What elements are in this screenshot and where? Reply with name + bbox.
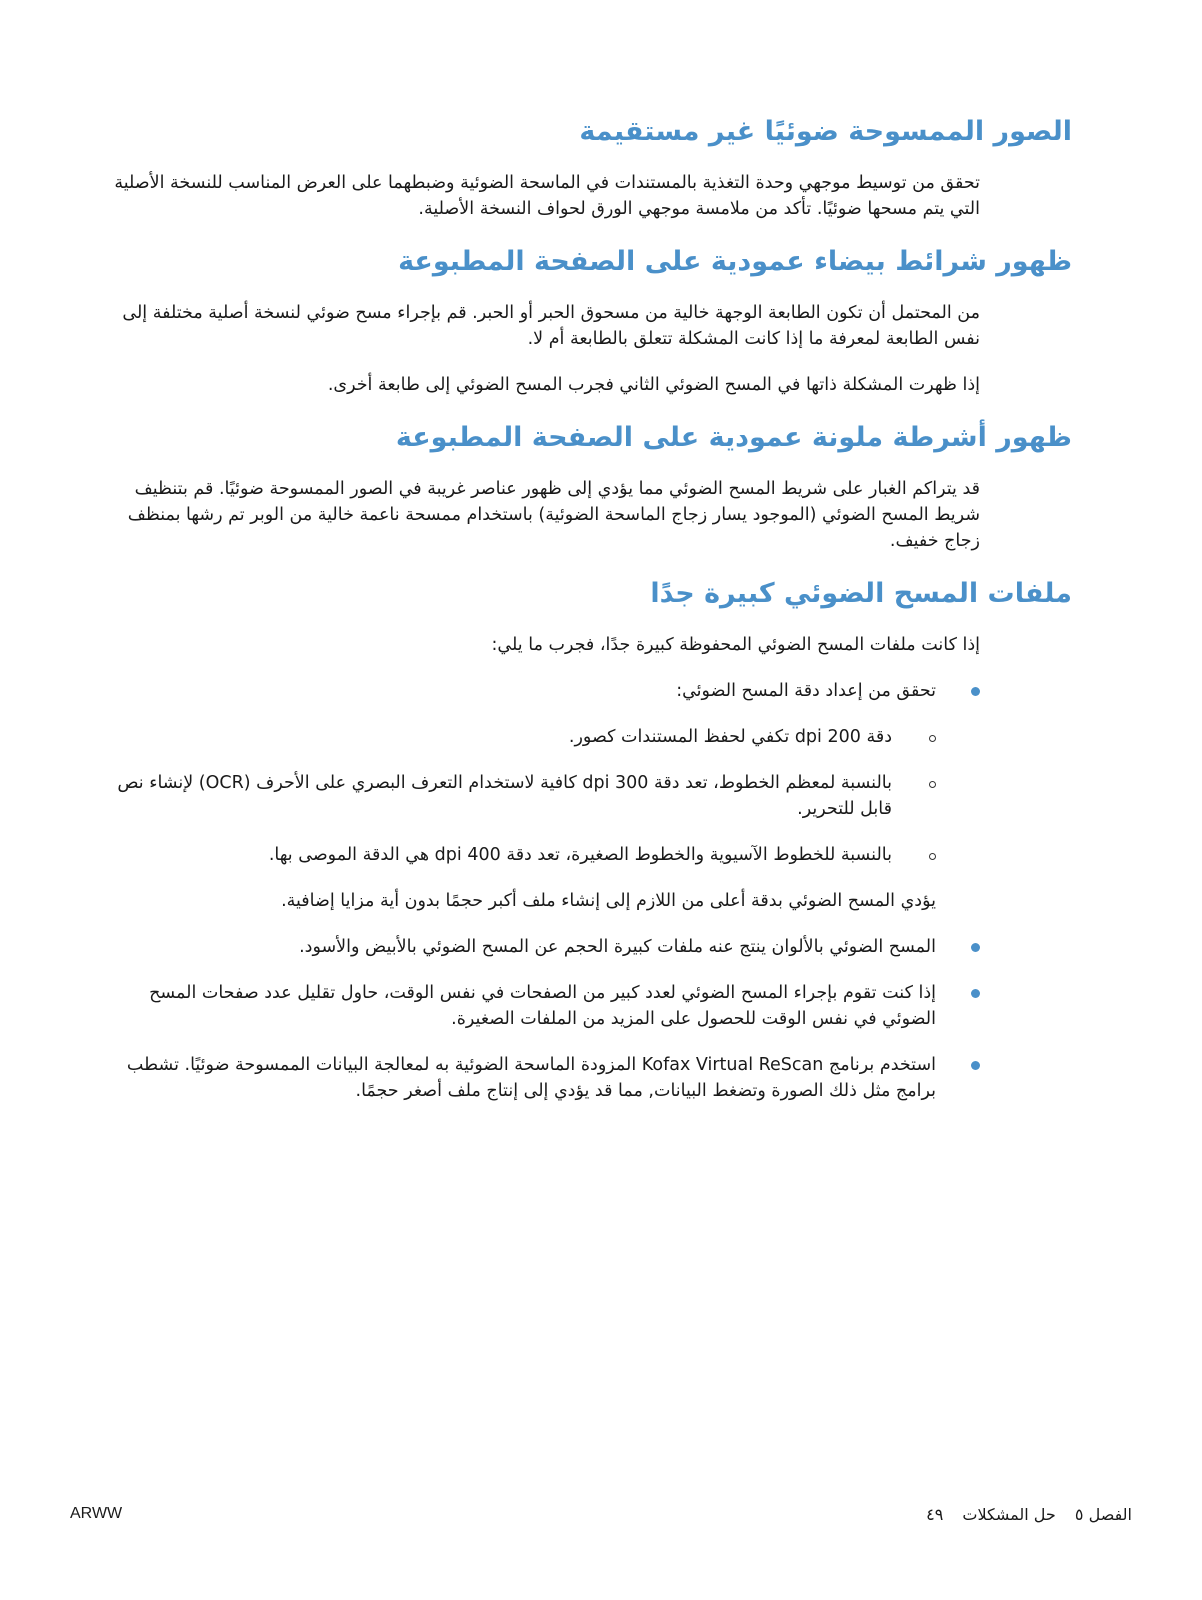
section-heading: ملفات المسح الضوئي كبيرة جدًا — [650, 578, 1072, 609]
bullet-dot-icon — [971, 989, 980, 998]
section-heading: الصور الممسوحة ضوئيًا غير مستقيمة — [579, 116, 1072, 147]
sub-list-item — [100, 770, 980, 822]
footer-doc-code: ARWW — [70, 1505, 123, 1522]
list-item-text: تحقق من إعداد دقة المسح الضوئي: — [676, 681, 936, 701]
sub-item-text: بالنسبة للخطوط الآسيوية والخطوط الصغيرة، تعد دقة 400 dpi هي الدقة الموصى بها. — [268, 845, 892, 865]
section-paragraph: من المحتمل أن تكون الطابعة الوجهة خالية من مسحوق الحبر أو الحبر. قم بإجراء مسح ضوئي لنسخة أصلية مختلفة إلى نفس الطابعة لمعرفة ما إذا كانت المشكلة تتعلق بالطابعة أم لا. — [122, 303, 980, 349]
footer-chapter: الفصل ٥ — [1074, 1505, 1132, 1524]
section-heading: ظهور شرائط بيضاء عمودية على الصفحة المطبوعة — [398, 246, 1072, 277]
list-item — [100, 678, 980, 704]
sub-list-item — [100, 724, 980, 750]
bullet-circle-icon — [929, 735, 936, 742]
bullet-circle-icon — [929, 781, 936, 788]
sub-item-text: دقة 200 dpi تكفي لحفظ المستندات كصور. — [568, 727, 892, 747]
bullet-dot-icon — [971, 1061, 980, 1070]
section-skewed-scans — [100, 112, 1072, 222]
section-colored-stripes — [100, 418, 1072, 554]
page-footer — [70, 1505, 1132, 1529]
sub-item-text: بالنسبة لمعظم الخطوط، تعد دقة 300 dpi كافية لاستخدام التعرف البصري على الأحرف (OCR) لإنشاء نص قابل للتحرير. — [117, 773, 892, 819]
list-item-text: المسح الضوئي بالألوان ينتج عنه ملفات كبيرة الحجم عن المسح الضوئي بالأبيض والأسود. — [299, 937, 936, 957]
section-large-files — [100, 574, 1072, 1104]
tips-list — [100, 678, 1072, 1104]
section-paragraph: تحقق من توسيط موجهي وحدة التغذية بالمستندات في الماسحة الضوئية وضبطهما على العرض المناسب للنسخة الأصلية التي يتم مسحها ضوئيًا. تأكد من ملامسة موجهي الورق لحواف النسخة الأصلية. — [114, 173, 980, 219]
list-note: يؤدي المسح الضوئي بدقة أعلى من اللازم إلى إنشاء ملف أكبر حجمًا بدون أية مزايا إضافية. — [281, 891, 936, 911]
footer-page-number: ٤٩ — [926, 1505, 944, 1524]
section-heading: ظهور أشرطة ملونة عمودية على الصفحة المطبوعة — [395, 422, 1072, 453]
bullet-dot-icon — [971, 943, 980, 952]
bullet-dot-icon — [971, 687, 980, 696]
bullet-circle-icon — [929, 853, 936, 860]
footer-chapter-title: حل المشكلات — [962, 1505, 1056, 1524]
list-item — [100, 934, 980, 960]
list-item-text: استخدم برنامج Kofax Virtual ReScan المزودة الماسحة الضوئية به لمعالجة البيانات الممسوحة ضوئيًا. تشطب برامج مثل ذلك الصورة وتضغط البيانات, مما قد يؤدي إلى إنتاج ملف أصغر حجمًا. — [126, 1055, 936, 1101]
footer-chapter-info — [912, 1505, 1132, 1524]
section-paragraph: إذا كانت ملفات المسح الضوئي المحفوظة كبيرة جدًا، فجرب ما يلي: — [491, 635, 980, 655]
section-white-stripes — [100, 242, 1072, 398]
list-item-text: إذا كنت تقوم بإجراء المسح الضوئي لعدد كبير من الصفحات في نفس الوقت، حاول تقليل عدد صفحات المسح الضوئي في نفس الوقت للحصول على المزيد من الملفات الصغيرة. — [149, 983, 936, 1029]
list-item — [100, 980, 980, 1032]
page-content — [100, 112, 1072, 1124]
list-item — [100, 1052, 980, 1104]
section-paragraph: قد يتراكم الغبار على شريط المسح الضوئي مما يؤدي إلى ظهور عناصر غريبة في الصور الممسوحة ضوئيًا. قم بتنظيف شريط المسح الضوئي (الموجود يسار زجاج الماسحة الضوئية) باستخدام ممسحة ناعمة خالية من الوبر تم رشها بمنظف زجاج خفيف. — [127, 479, 980, 551]
section-paragraph: إذا ظهرت المشكلة ذاتها في المسح الضوئي الثاني فجرب المسح الضوئي إلى طابعة أخرى. — [327, 375, 980, 395]
sub-list-item — [100, 842, 980, 868]
